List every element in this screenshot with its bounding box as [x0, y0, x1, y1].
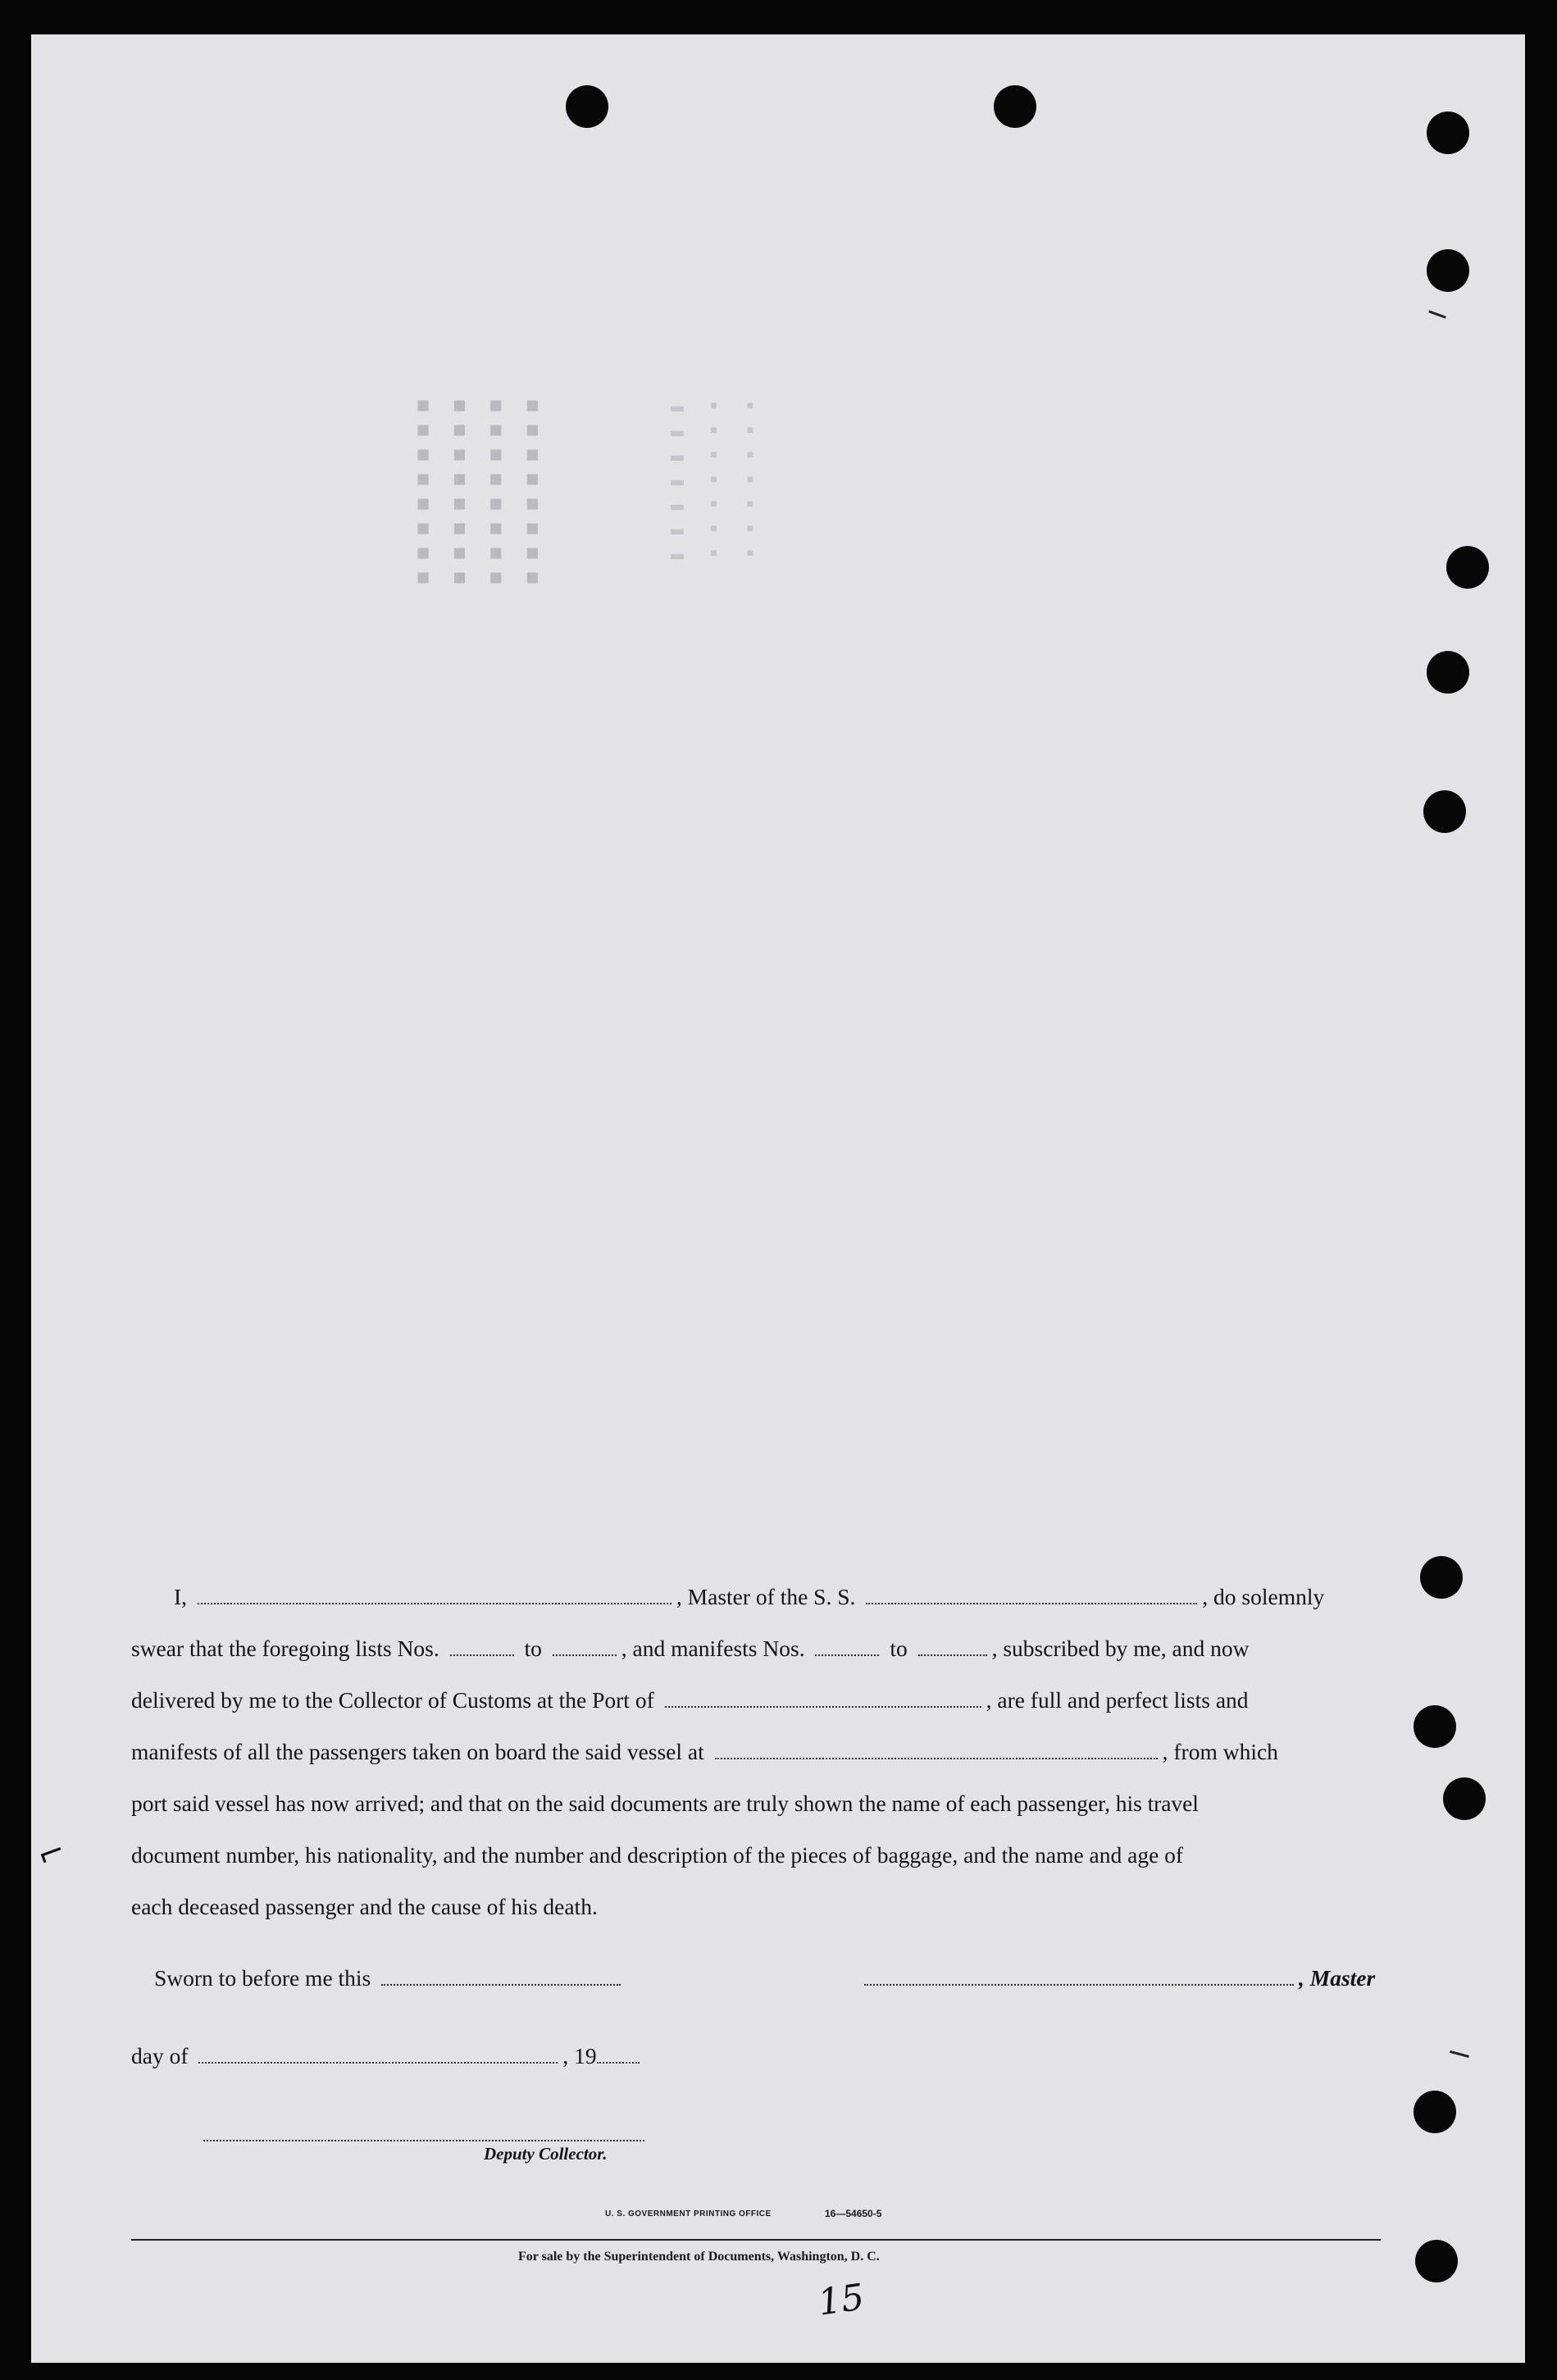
departure-port-field[interactable]	[715, 1741, 1158, 1759]
day-of-label: day of	[131, 2043, 189, 2068]
oath-line-2	[131, 1622, 1420, 1674]
punch-hole-icon	[1446, 546, 1489, 589]
sworn-date-field[interactable]	[381, 1968, 621, 1986]
manifest-from-field[interactable]	[815, 1638, 879, 1656]
oath-line-6	[131, 1829, 1420, 1881]
port-field[interactable]	[665, 1690, 981, 1708]
manifest-to-field[interactable]	[918, 1638, 987, 1656]
deputy-signature-line[interactable]	[203, 2140, 644, 2143]
punch-hole-icon	[1415, 2240, 1458, 2282]
oath-line-3	[131, 1674, 1420, 1726]
oath-text: , Master of the S. S.	[676, 1584, 856, 1609]
form-page	[31, 34, 1525, 2363]
bleed-through-column: ▬ ▪ ▪ ▬ ▪ ▪ ▬ ▪ ▪ ▬ ▪ ▪ ▬ ▪ ▪ ▬ ▪ ▪ ▬ ▪ ▪	[671, 395, 763, 567]
master-signature-line	[859, 1965, 1375, 1991]
oath-text: , and manifests Nos.	[621, 1636, 805, 1661]
oath-line-7	[131, 1881, 1420, 1932]
oath-text: to	[890, 1636, 908, 1661]
oath-text: swear that the foregoing lists Nos.	[131, 1636, 439, 1661]
master-name-field[interactable]	[198, 1586, 672, 1604]
punch-hole-icon	[1423, 790, 1466, 833]
oath-text: , do solemnly	[1202, 1584, 1325, 1609]
footer-rule	[131, 2239, 1381, 2241]
bleed-through-column: ■ ■ ■ ■ ■ ■ ■ ■ ■ ■ ■ ■ ■ ■ ■ ■ ■ ■ ■ ■ ■ ■ ■ ■ ■ ■ ■ ■ ■ ■ ■ ■	[417, 395, 544, 592]
form-code: 16—54650-5	[825, 2208, 882, 2219]
year-field[interactable]	[597, 2046, 640, 2064]
oath-text: to	[524, 1636, 542, 1661]
oath-text: , are full and perfect lists and	[986, 1687, 1249, 1713]
day-of-month-field[interactable]	[198, 2046, 558, 2064]
margin-scribble: ⌐	[32, 1831, 71, 1877]
oath-text: I,	[174, 1584, 188, 1609]
oath-text: manifests of all the passengers taken on board the said vessel at	[131, 1739, 704, 1764]
sworn-label: Sworn to before me this	[154, 1965, 371, 1991]
oath-text: , subscribed by me, and now	[991, 1636, 1250, 1661]
margin-mark	[1450, 2050, 1469, 2058]
list-from-field[interactable]	[450, 1638, 514, 1656]
oath-text: each deceased passenger and the cause of his death.	[131, 1894, 598, 1919]
punch-hole-icon	[566, 85, 608, 128]
oath-text: , from which	[1162, 1739, 1278, 1764]
punch-hole-icon	[1443, 1777, 1486, 1820]
oath-text: port said vessel has now arrived; and that on the said documents are truly shown the name of each passenger, his travel	[131, 1791, 1199, 1816]
handwritten-page-mark: 15	[815, 2276, 867, 2324]
punch-hole-icon	[1427, 111, 1469, 154]
year-label: , 19	[562, 2043, 597, 2068]
master-label: , Master	[1299, 1965, 1376, 1991]
ship-name-field[interactable]	[866, 1586, 1197, 1604]
master-signature-field[interactable]	[864, 1968, 1294, 1986]
punch-hole-icon	[1427, 651, 1469, 694]
list-to-field[interactable]	[553, 1638, 617, 1656]
printing-office-label: U. S. GOVERNMENT PRINTING OFFICE	[605, 2209, 772, 2218]
master-oath-paragraph	[131, 1571, 1420, 1932]
punch-hole-icon	[1427, 249, 1469, 292]
oath-line-1	[131, 1571, 1420, 1622]
margin-mark	[1428, 310, 1446, 318]
oath-text: document number, his nationality, and the number and description of the pieces of baggage, and the name and age of	[131, 1842, 1184, 1868]
punch-hole-icon	[1414, 2091, 1456, 2133]
sale-note: For sale by the Superintendent of Documents, Washington, D. C.	[518, 2250, 880, 2264]
punch-hole-icon	[994, 85, 1036, 128]
deputy-collector-label: Deputy Collector.	[484, 2144, 608, 2164]
day-of-line	[131, 2043, 644, 2069]
oath-line-4	[131, 1726, 1420, 1777]
oath-line-5	[131, 1777, 1420, 1829]
oath-text: delivered by me to the Collector of Customs at the Port of	[131, 1687, 654, 1713]
punch-hole-icon	[1420, 1556, 1463, 1599]
sworn-line	[154, 1965, 626, 1991]
